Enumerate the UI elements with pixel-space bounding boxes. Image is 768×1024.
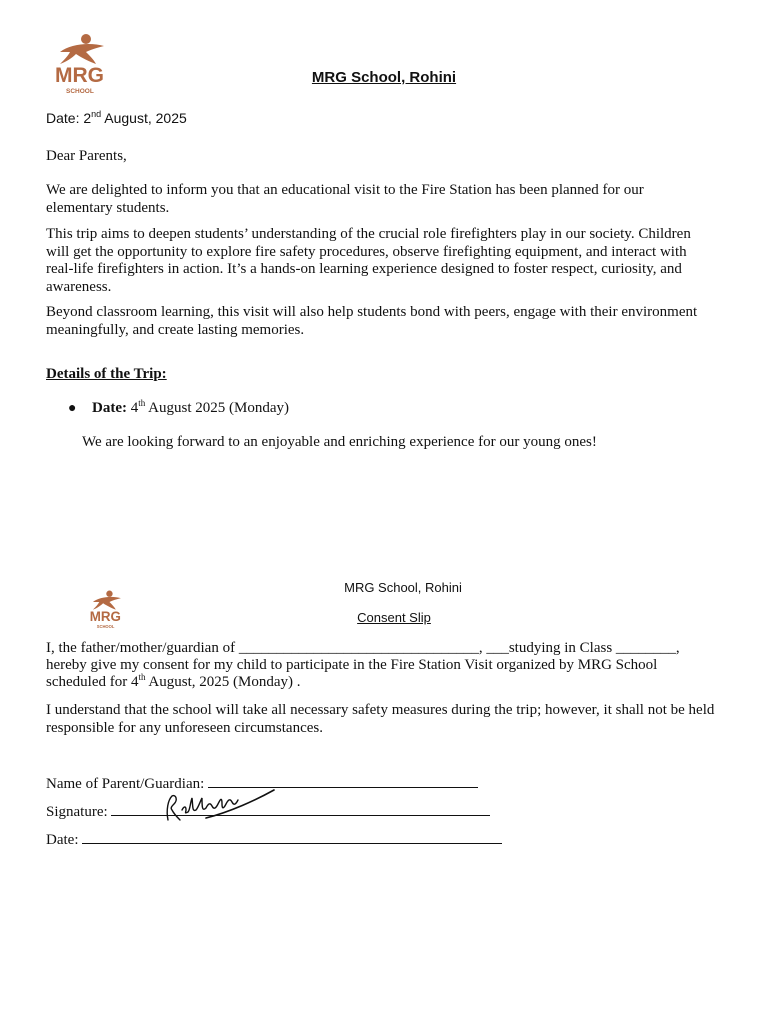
- slip-title: Consent Slip: [357, 610, 431, 625]
- paragraph-intro: We are delighted to inform you that an educational visit to the Fire Station has been planned for our elementary students.: [46, 182, 644, 216]
- logo-text: MRG: [55, 64, 104, 87]
- letter-date: Date: 2nd August, 2025: [46, 109, 187, 126]
- school-title: MRG School, Rohini: [311, 69, 457, 86]
- list-item: ● Date: 4th August 2025 (Monday): [68, 398, 289, 416]
- handwritten-signature: [160, 784, 280, 826]
- date-field: [46, 829, 502, 850]
- field-label: Name of Parent/Guardian:: [46, 776, 205, 792]
- runner-icon: [60, 34, 104, 64]
- date-line[interactable]: [82, 829, 502, 844]
- logo-subtext: SCHOOL: [66, 88, 94, 95]
- school-logo: [46, 30, 112, 96]
- bullet-icon: ●: [68, 401, 77, 416]
- consent-line-1: I, the father/mother/guardian of ________________________________, ___studying in Class ________,: [46, 640, 680, 656]
- slip-school-title: MRG School, Rohini: [344, 580, 462, 595]
- liability-paragraph: I understand that the school will take all necessary safety measures during the trip; however, it shall not be held responsible for any unforeseen circumstances.: [46, 702, 715, 736]
- logo-text: MRG: [89, 609, 121, 625]
- consent-line-2: hereby give my consent for my child to participate in the Fire Station Visit organized by MRG School: [46, 657, 658, 673]
- consent-line-3: scheduled for 4th August, 2025 (Monday) .: [46, 672, 301, 690]
- field-label: Date:: [46, 832, 79, 848]
- details-list: [68, 400, 289, 418]
- logo-subtext: SCHOOL: [96, 624, 115, 630]
- closing-line: We are looking forward to an enjoyable and enriching experience for our young ones!: [82, 434, 597, 450]
- paragraph-purpose: This trip aims to deepen students’ understanding of the crucial role firefighters play in our society. Children will get the opportunity to explore fire safety procedures, observe firefighting equipment, and interact with real-life firefighters in action. It’s a hands-on learning experience designed to foster respect, curiosity, and awareness.: [46, 226, 691, 295]
- salutation: Dear Parents,: [46, 148, 127, 164]
- field-label: Signature:: [46, 804, 108, 820]
- details-heading: Details of the Trip:: [46, 366, 167, 382]
- paragraph-benefits: Beyond classroom learning, this visit will also help students bond with peers, engage with their environment meaningfully, and create lasting memories.: [46, 304, 698, 338]
